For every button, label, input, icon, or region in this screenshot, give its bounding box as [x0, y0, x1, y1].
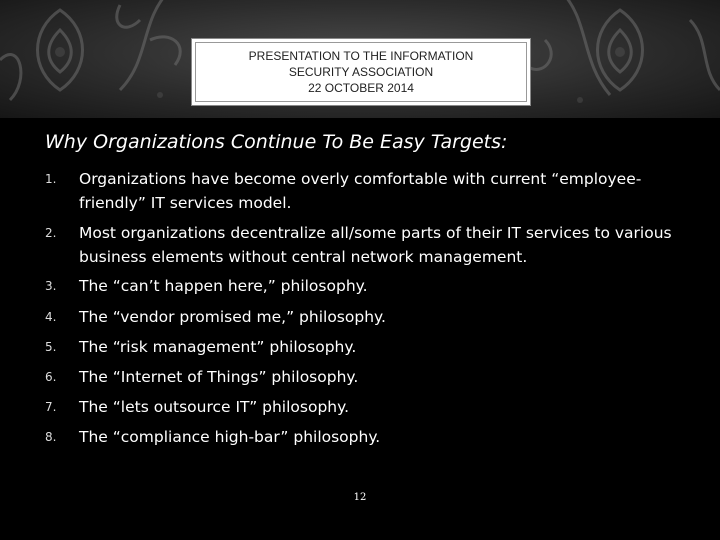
title-line-3: 22 OCTOBER 2014 [308, 81, 414, 95]
list-item-number: 8. [45, 430, 57, 444]
list-item-number: 5. [45, 340, 57, 354]
page-number: 12 [353, 492, 367, 503]
list-item-text: The “can’t happen here,” philosophy. [79, 277, 368, 295]
list-item-text: The “vendor promised me,” philosophy. [79, 308, 386, 326]
list-item [45, 365, 685, 389]
list-item-number: 4. [45, 310, 57, 324]
list-item [45, 221, 685, 269]
title-line-1: PRESENTATION TO THE INFORMATION [248, 49, 474, 63]
list-item-text: Most organizations decentralize all/some parts of their IT services to various business elements without central network management. [79, 224, 672, 266]
list-item-text: Organizations have become overly comfortable with current “employee-friendly” IT services model. [79, 170, 642, 212]
title-line-2: SECURITY ASSOCIATION [288, 65, 434, 79]
list-item-text: The “lets outsource IT” philosophy. [79, 398, 350, 416]
list-item-text: The “Internet of Things” philosophy. [79, 368, 359, 386]
list-item [45, 305, 685, 329]
slide-heading: Why Organizations Continue To Be Easy Targets: [45, 131, 508, 153]
list-item-number: 3. [45, 279, 57, 293]
list-item-text: The “compliance high-bar” philosophy. [79, 428, 381, 446]
list-item-number: 2. [45, 226, 57, 240]
list-item [45, 274, 685, 298]
list-item [45, 425, 685, 449]
list-item [45, 167, 685, 215]
list-item-number: 6. [45, 370, 57, 384]
list-item [45, 335, 685, 359]
list-item [45, 395, 685, 419]
list-item-text: The “risk management” philosophy. [79, 338, 357, 356]
list-item-number: 7. [45, 400, 57, 414]
list-item-number: 1. [45, 172, 57, 186]
